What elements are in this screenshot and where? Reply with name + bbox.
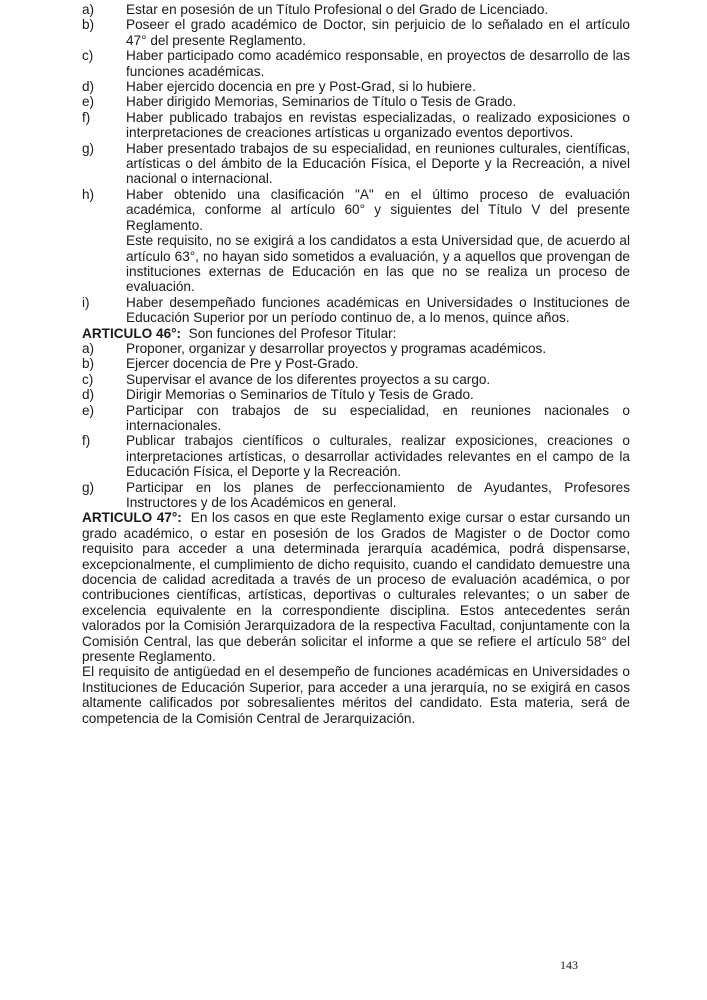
document-body: [82, 2, 630, 726]
list-item: [82, 341, 630, 356]
item-text: Ejercer docencia de Pre y Post-Grado.: [126, 356, 359, 372]
item-h-note: Este requisito, no se exigirá a los candidatos a esta Universidad que, de acuerdo al artículo 63°, no hayan sido sometidos a evaluación, y a aquellos que provengan de instituciones externas de Educación en las que no se realiza un proceso de evaluación.: [126, 233, 630, 295]
article-intro: Son funciones del Profesor Titular:: [188, 325, 397, 341]
item-text: Participar en los planes de perfeccionamiento de Ayudantes, Profesores Instructores y de los Académicos en general.: [126, 479, 630, 510]
list-item: [82, 372, 630, 387]
item-label: b): [82, 356, 95, 372]
article-heading: ARTICULO 46°:: [82, 325, 182, 341]
requirements-list: [82, 2, 630, 326]
list-item: [82, 295, 630, 326]
list-item: [82, 356, 630, 371]
item-label: f): [82, 109, 91, 125]
item-label: d): [82, 387, 95, 403]
item-text: Dirigir Memorias o Seminarios de Título y Tesis de Grado.: [126, 387, 474, 403]
list-item: [82, 17, 630, 48]
article-heading: ARTICULO 47°:: [82, 510, 182, 526]
item-label: f): [82, 433, 91, 449]
list-item: [82, 48, 630, 79]
item-label: g): [82, 140, 95, 156]
item-label: e): [82, 94, 95, 110]
item-text: Haber participado como académico responsable, en proyectos de desarrollo de las funciones académicas.: [126, 48, 630, 79]
item-text: Haber obtenido una clasificación "A" en el último proceso de evaluación académica, conforme al artículo 60° y siguientes del Título V del presente Reglamento.: [126, 186, 630, 233]
item-label: g): [82, 479, 95, 495]
article-47-paragraph-2: El requisito de antigüedad en el desempeño de funciones académicas en Universidades o Instituciones de Educación Superior, para acceder a una jerarquía, no se exigirá en casos altamente calificados por sobresalientes méritos del candidato. Esta materia, será de competencia de la Comisión Central de Jerarquización.: [82, 664, 630, 726]
list-item: [82, 79, 630, 94]
article-47-paragraph-1: [82, 510, 630, 664]
list-item: [82, 2, 630, 17]
item-label: a): [82, 2, 95, 17]
list-item: [82, 94, 630, 109]
list-item: [82, 433, 630, 479]
list-item: [82, 403, 630, 434]
item-label: b): [82, 17, 95, 33]
item-label: e): [82, 402, 95, 418]
list-item: [82, 387, 630, 402]
item-text: Haber dirigido Memorias, Seminarios de Título o Tesis de Grado.: [126, 94, 517, 110]
item-text: Haber presentado trabajos de su especialidad, en reuniones culturales, científicas, artísticas o del ámbito de la Educación Física, el Deporte y la Recreación, a nivel nacional o internacional.: [126, 140, 630, 187]
article-46: [82, 326, 630, 511]
item-text: Supervisar el avance de los diferentes proyectos a su cargo.: [126, 371, 491, 387]
list-item: [82, 110, 630, 141]
item-label: d): [82, 79, 95, 95]
article-body: En los casos en que este Reglamento exige cursar o estar cursando un grado académico, o estar en posesión de los Grados de Magister o de Doctor como requisito para acceder a una determinada jerarquía académica, podrá dispensarse, excepcionalmente, el cumplimiento de dicho requisito, cuando el candidato demuestre una docencia de calidad acreditada a través de un proceso de evaluación académica, o por contribuciones científicas, artísticas, deportivas o culturales relevantes; o un saber de excelencia equivalente en la correspondiente disciplina. Estos antecedentes serán valorados por la Comisión Jerarquizadora de la respectiva Facultad, conjuntamente con la Comisión Central, las que deberán solicitar el informe a que se refiere el artículo 58° del presente Reglamento.: [82, 510, 631, 665]
item-label: c): [82, 48, 94, 64]
article-46-header: [82, 326, 630, 341]
list-item: [82, 141, 630, 187]
item-text: Haber ejercido docencia en pre y Post-Grad, si lo hubiere.: [126, 79, 476, 95]
item-text: Haber desempeñado funciones académicas en Universidades o Instituciones de Educación Superior por un período continuo de, a lo menos, quince años.: [126, 294, 630, 326]
item-label: i): [82, 294, 90, 310]
list-item: [82, 187, 630, 233]
item-text: Estar en posesión de un Título Profesional o del Grado de Licenciado.: [126, 2, 549, 17]
article-47: [82, 510, 630, 726]
item-text: Publicar trabajos científicos o culturales, realizar exposiciones, creaciones o interpretaciones artísticas, o desarrollar actividades relevantes en el campo de la Educación Física, el Deporte y la Recreación.: [126, 433, 630, 480]
item-text: Haber publicado trabajos en revistas especializadas, o realizado exposiciones o interpretaciones de creaciones artísticas u organizado eventos deportivos.: [126, 109, 630, 141]
item-label: c): [82, 371, 94, 387]
list-item: [82, 480, 630, 511]
item-text: Proponer, organizar y desarrollar proyectos y programas académicos.: [126, 340, 547, 356]
item-label: a): [82, 340, 95, 356]
item-label: h): [82, 186, 95, 202]
item-text: Participar con trabajos de su especialidad, en reuniones nacionales o internacionales.: [126, 402, 630, 433]
item-text: Poseer el grado académico de Doctor, sin perjuicio de lo señalado en el artículo 47° del presente Reglamento.: [126, 17, 630, 48]
page-number: 143: [560, 958, 578, 972]
